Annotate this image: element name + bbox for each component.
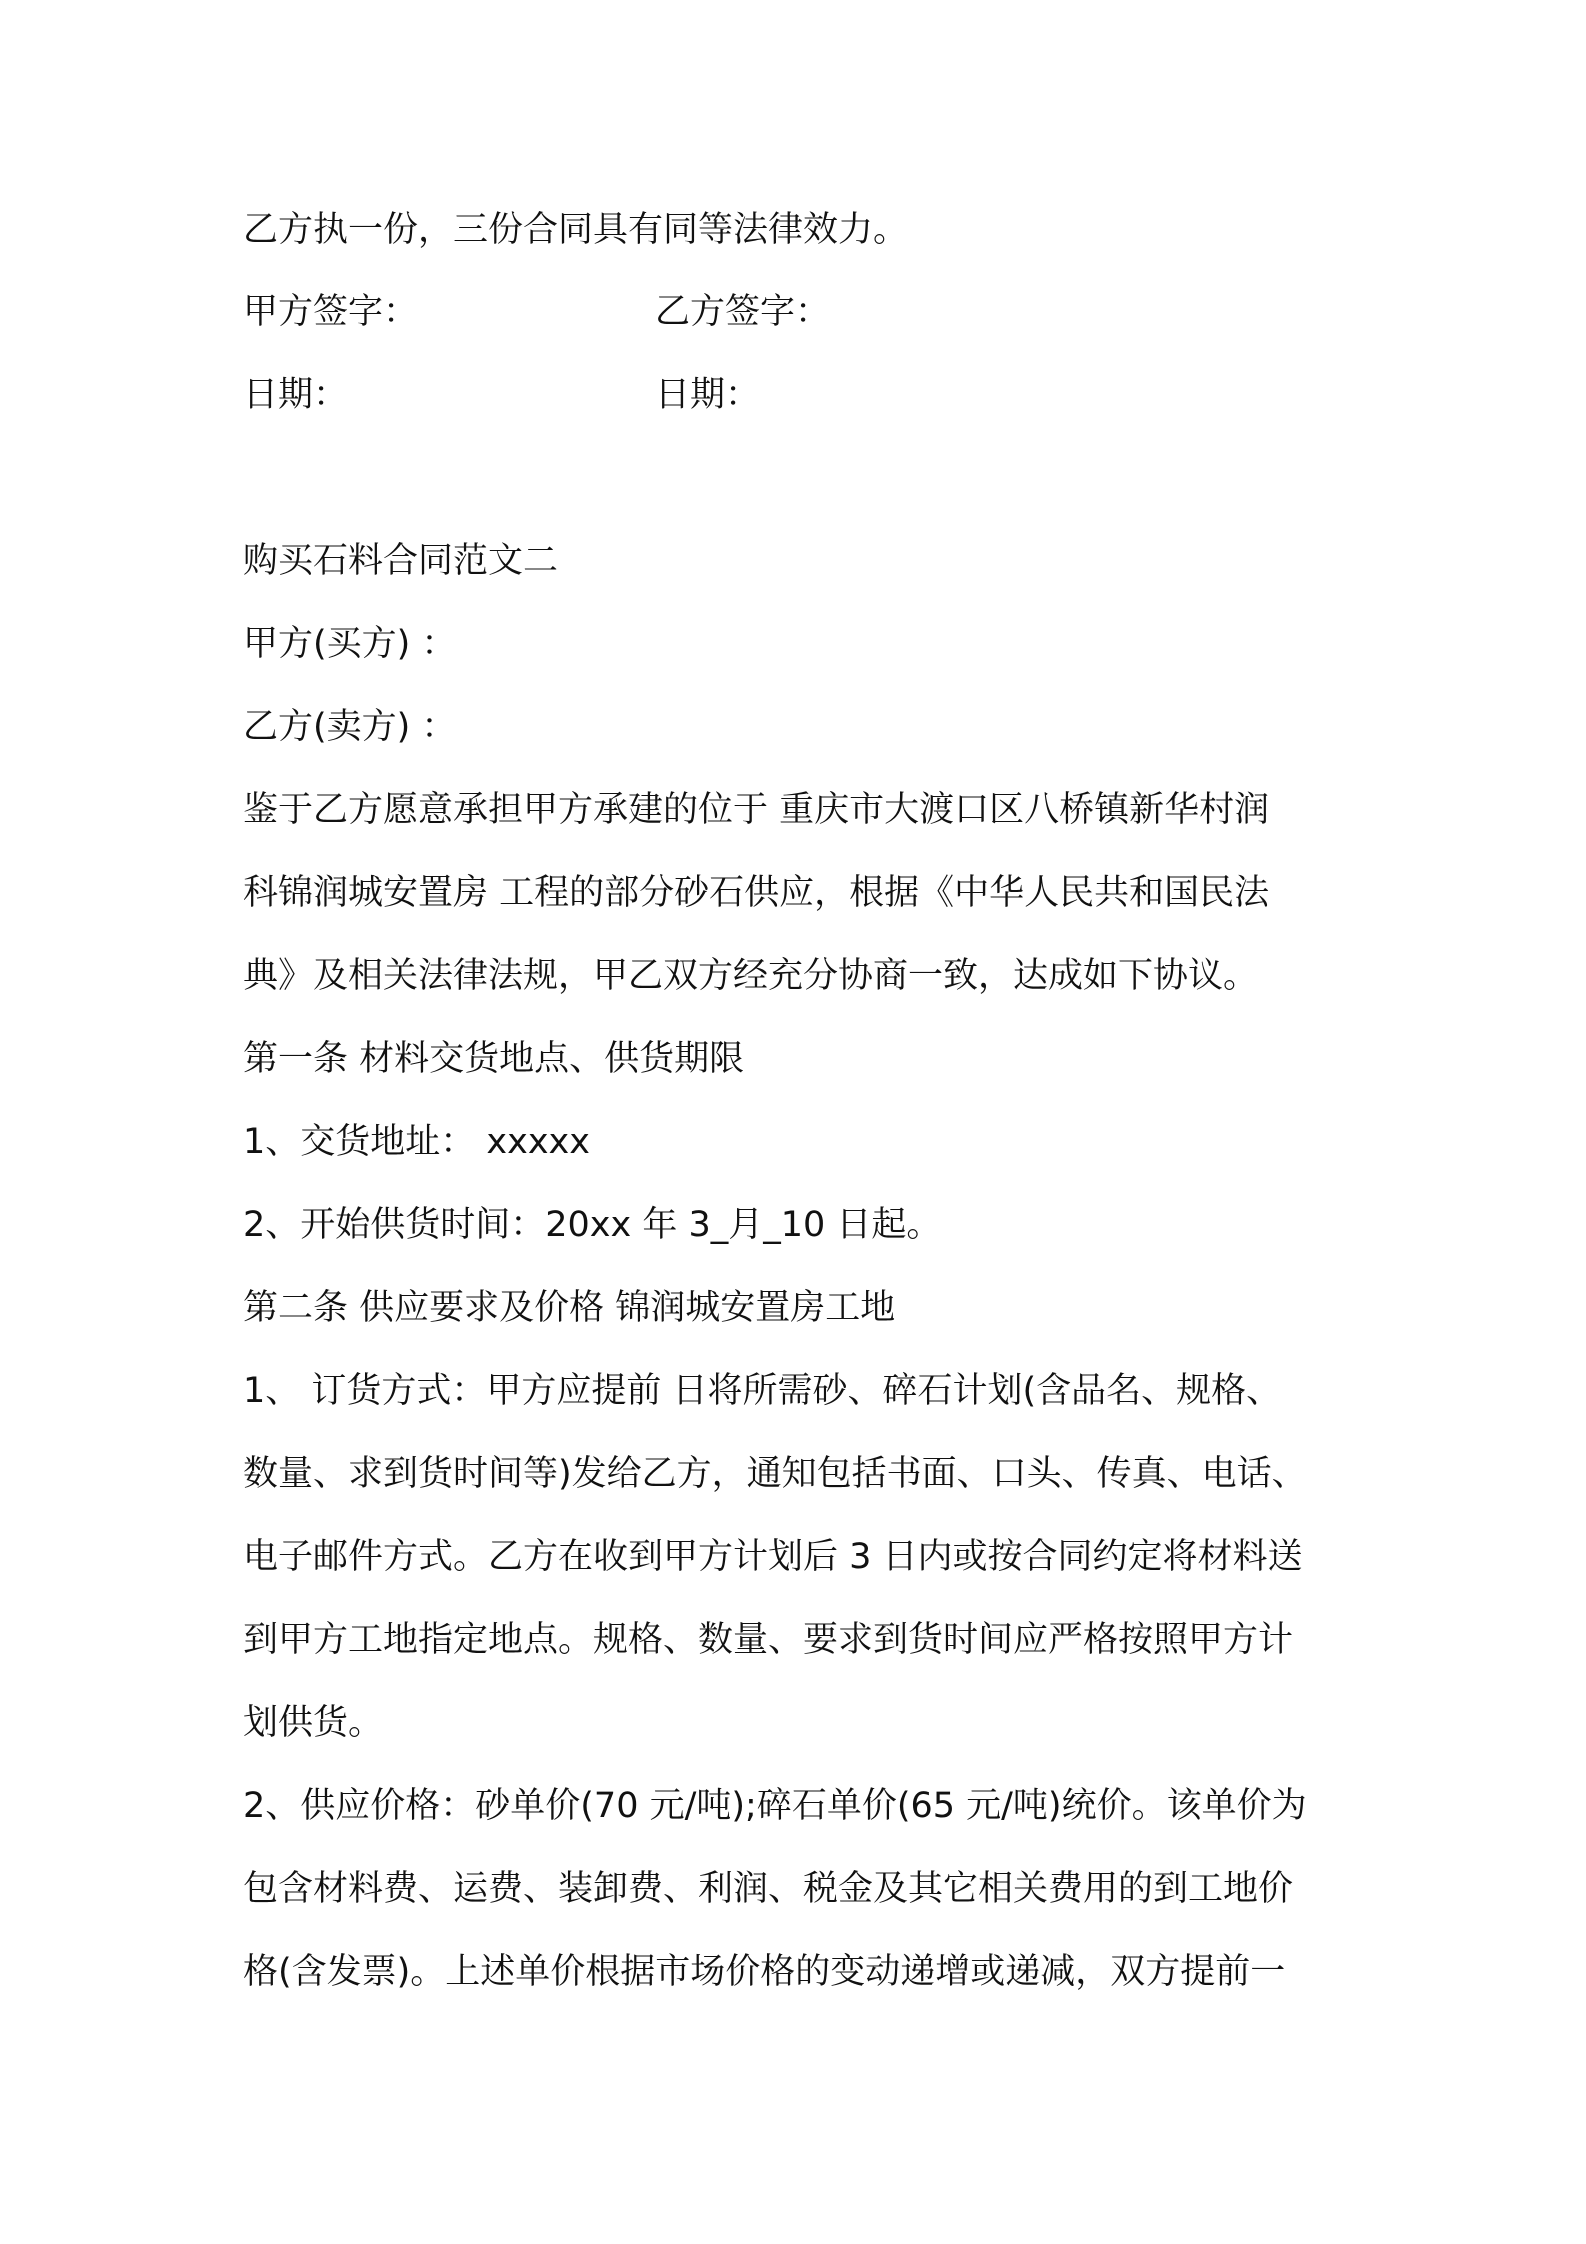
preamble-line-1: 鉴于乙方愿意承担甲方承建的位于 重庆市大渡口区八桥镇新华村润: [243, 790, 1270, 830]
ordering-line-4: 到甲方工地指定地点。规格、数量、要求到货时间应严格按照甲方计: [243, 1620, 1294, 1660]
ordering-line-1: 1、 订货方式：甲方应提前 日将所需砂、碎石计划(含品名、规格、: [243, 1371, 1282, 1411]
preamble-line-3: 典》及相关法律法规，甲乙双方经充分协商一致，达成如下协议。: [243, 956, 1259, 996]
price-line-3: 格(含发票)。上述单价根据市场价格的变动递增或递减，双方提前一: [243, 1952, 1286, 1992]
party-b-signature-label: 乙方签字：: [655, 292, 831, 332]
party-a-signature-label: 甲方签字：: [243, 292, 419, 332]
party-b-date-label: 日期：: [655, 375, 761, 415]
party-a-date-label: 日期：: [243, 375, 349, 415]
article-2-heading: 第二条 供应要求及价格 锦润城安置房工地: [243, 1288, 896, 1328]
supply-start-date: 2、开始供货时间：20xx 年 3_月_10 日起。: [243, 1205, 942, 1245]
price-line-1: 2、供应价格：砂单价(70 元/吨);碎石单价(65 元/吨)统价。该单价为: [243, 1786, 1307, 1826]
contract-title: 购买石料合同范文二: [243, 541, 559, 581]
delivery-address: 1、交货地址： xxxxx: [243, 1122, 590, 1162]
price-line-2: 包含材料费、运费、装卸费、利润、税金及其它相关费用的到工地价: [243, 1869, 1294, 1909]
text-line-copies: 乙方执一份，三份合同具有同等法律效力。: [243, 210, 909, 250]
ordering-line-5: 划供货。: [243, 1703, 384, 1743]
party-a-buyer-label: 甲方(买方) ：: [243, 624, 457, 664]
party-b-seller-label: 乙方(卖方) ：: [243, 707, 457, 747]
ordering-line-2: 数量、求到货时间等)发给乙方，通知包括书面、口头、传真、电话、: [243, 1454, 1307, 1494]
article-1-heading: 第一条 材料交货地点、供货期限: [243, 1039, 745, 1079]
preamble-line-2: 科锦润城安置房 工程的部分砂石供应，根据《中华人民共和国民法: [243, 873, 1270, 913]
ordering-line-3: 电子邮件方式。乙方在收到甲方计划后 3 日内或按合同约定将材料送: [243, 1537, 1303, 1577]
